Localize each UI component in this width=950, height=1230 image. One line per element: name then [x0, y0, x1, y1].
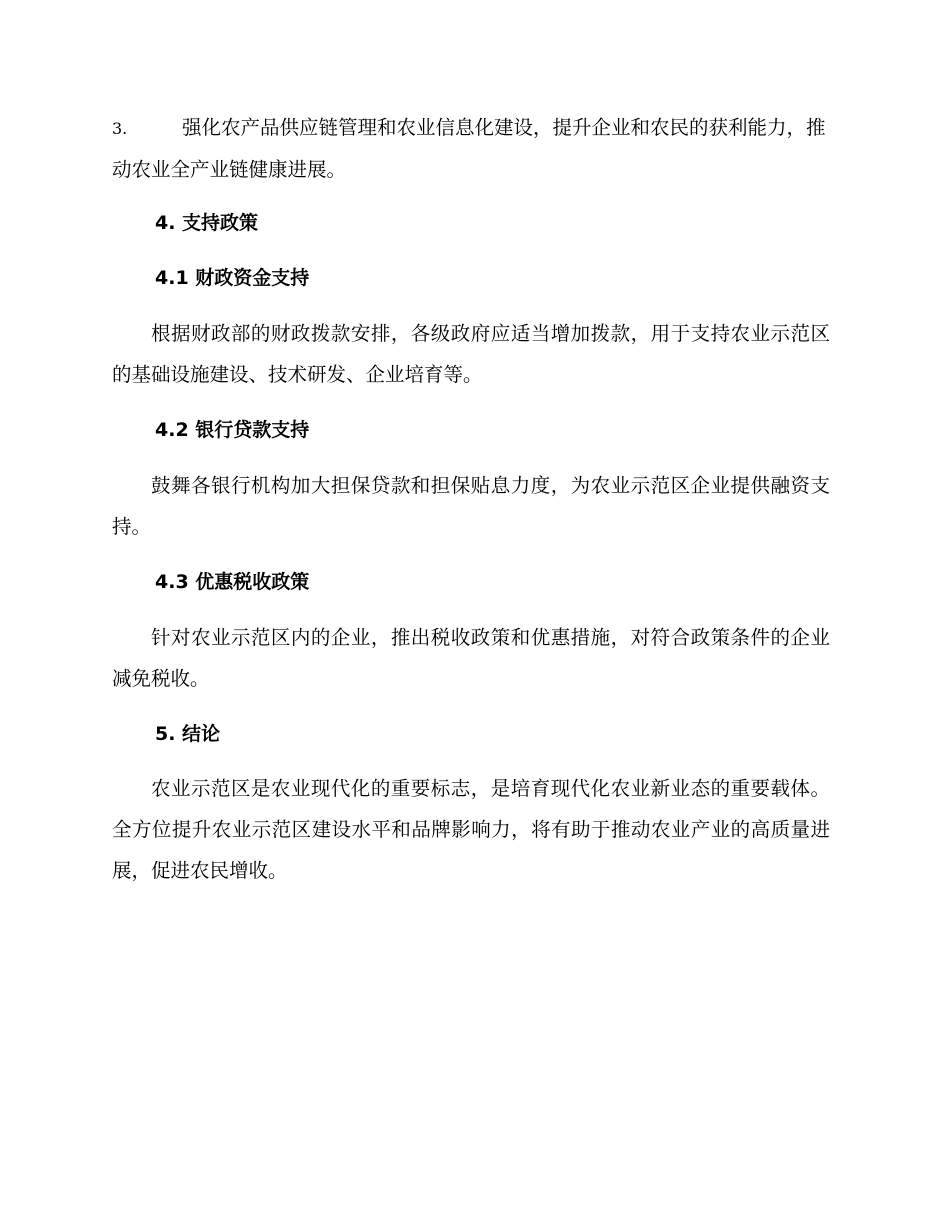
section-heading-4: 4. 支持政策: [155, 212, 259, 234]
section-heading-4-3: 4.3 优惠税收政策: [155, 571, 310, 593]
section-heading-5: 5. 结论: [155, 723, 221, 745]
section-heading-4-2: 4.2 银行贷款支持: [155, 419, 310, 441]
paragraph-5: 农业示范区是农业现代化的重要标志，是培育现代化农业新业态的重要载体。全方位提升农业示范区建设水平和品牌影响力，将有助于推动农业产业的高质量进展，促进农民增收。: [112, 777, 830, 882]
section-heading-4-1: 4.1 财政资金支持: [155, 267, 310, 289]
paragraph-4-1: 根据财政部的财政拨款安排，各级政府应适当增加拨款，用于支持农业示范区的基础设施建设、技术研发、企业培育等。: [112, 322, 830, 386]
list-item-text: 强化农产品供应链管理和农业信息化建设，提升企业和农民的获利能力，推动农业全产业链健康进展。: [112, 116, 826, 181]
paragraph-4-2: 鼓舞各银行机构加大担保贷款和担保贴息力度，为农业示范区企业提供融资支持。: [112, 474, 830, 538]
list-item-number: 3.: [112, 119, 128, 138]
list-item-3: [112, 107, 830, 190]
paragraph-4-3: 针对农业示范区内的企业，推出税收政策和优惠措施，对符合政策条件的企业减免税收。: [112, 626, 830, 690]
